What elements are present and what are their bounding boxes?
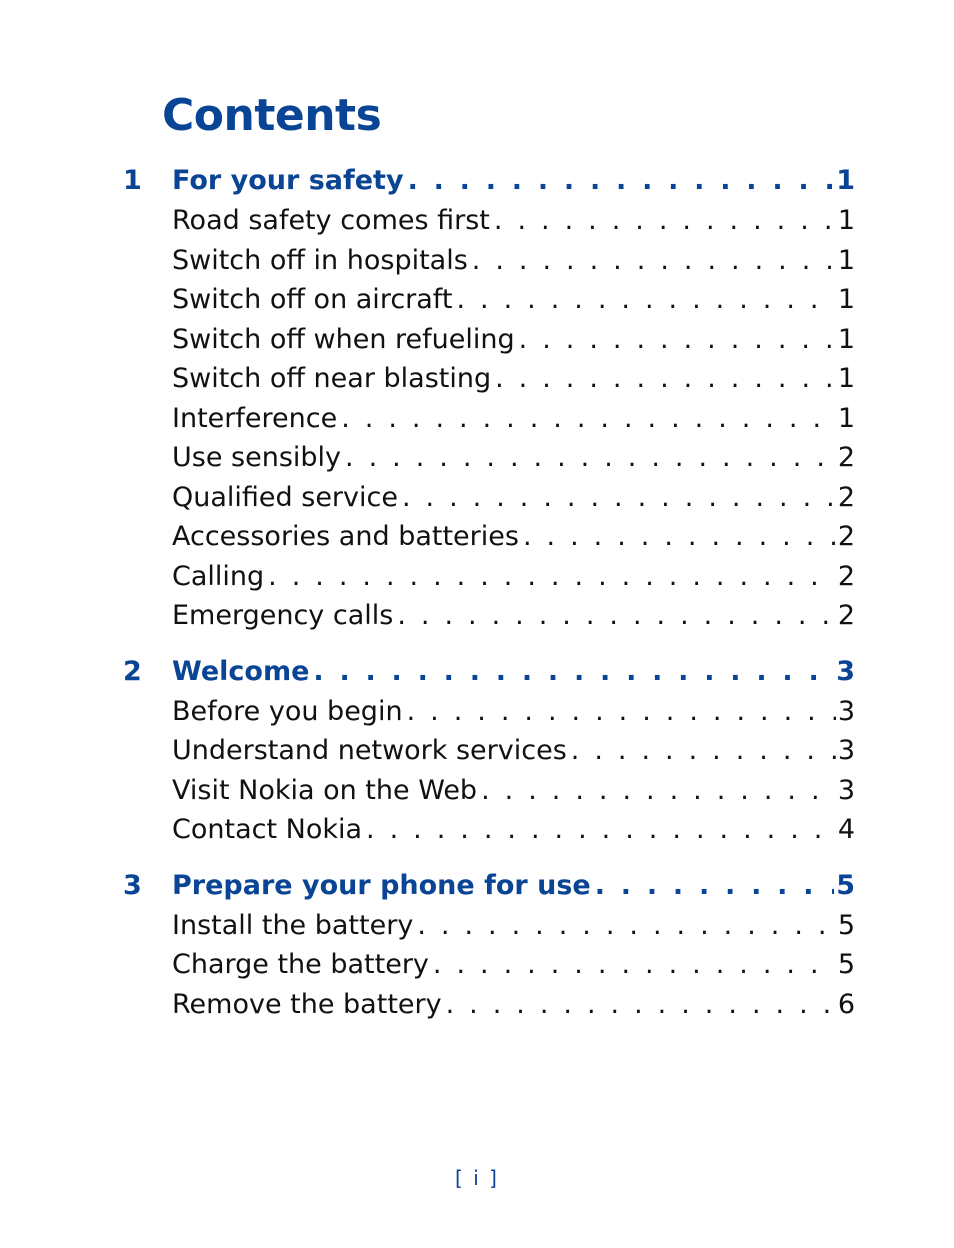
toc-entry[interactable] (0, 438, 954, 478)
chapter-line (172, 651, 855, 692)
chapter-line (172, 160, 855, 201)
toc-entry[interactable] (0, 692, 954, 732)
chapter-title: Welcome (172, 655, 310, 687)
chapter-title: For your safety (172, 165, 404, 196)
entry-line (172, 399, 855, 439)
entry-title: Interference (172, 402, 338, 434)
chapter-page-number: 1 (836, 165, 855, 196)
dot-leader (366, 810, 836, 850)
entry-title: Understand network services (172, 735, 567, 766)
toc-entry[interactable] (0, 478, 954, 518)
entry-page-number: 1 (837, 284, 855, 315)
dot-leader (481, 771, 836, 811)
dot-leader (494, 201, 836, 241)
dot-leader (523, 517, 836, 557)
entry-title: Accessories and batteries (172, 521, 519, 552)
entry-line (172, 557, 855, 597)
toc-entry[interactable] (0, 201, 954, 241)
entry-title: Switch off in hospitals (172, 244, 468, 276)
toc-entry[interactable] (0, 280, 954, 320)
dot-leader (456, 280, 835, 320)
toc-entry[interactable] (0, 517, 954, 557)
toc-entry[interactable] (0, 906, 954, 946)
page-number: [ i ] (455, 1166, 499, 1190)
entry-page-number: 3 (837, 735, 855, 766)
entry-page-number: 1 (837, 363, 855, 394)
entry-page-number: 1 (837, 244, 855, 276)
chapter-number: 1 (123, 165, 142, 196)
chapter-number: 3 (123, 869, 142, 901)
toc-chapter-entry[interactable] (0, 651, 954, 692)
dot-leader (446, 985, 836, 1025)
toc-entry[interactable] (0, 945, 954, 985)
entry-title: Switch off when refueling (172, 323, 515, 355)
entry-line (172, 692, 855, 732)
entry-title: Calling (172, 560, 265, 592)
entry-line (172, 985, 855, 1025)
entry-line (172, 201, 855, 241)
entry-page-number: 2 (837, 521, 855, 552)
dot-leader (341, 399, 836, 439)
entry-page-number: 2 (837, 442, 855, 473)
dot-leader (407, 692, 836, 732)
entry-page-number: 3 (837, 695, 855, 727)
entry-page-number: 3 (837, 774, 855, 806)
entry-line (172, 945, 855, 985)
toc-entry[interactable] (0, 557, 954, 597)
dot-leader (397, 596, 835, 636)
chapter-page-number: 5 (836, 869, 855, 901)
entry-line (172, 241, 855, 281)
toc-chapter-entry[interactable] (0, 865, 954, 906)
toc-entry[interactable] (0, 771, 954, 811)
dot-leader (433, 945, 836, 985)
entry-title: Use sensibly (172, 442, 342, 473)
entry-title: Switch off near blasting (172, 363, 492, 394)
entry-title: Install the battery (172, 909, 414, 941)
toc-chapter-entry[interactable] (0, 160, 954, 201)
toc-entry[interactable] (0, 596, 954, 636)
entry-title: Road safety comes first (172, 205, 490, 236)
entry-page-number: 1 (837, 402, 855, 434)
toc-entry[interactable] (0, 399, 954, 439)
entry-page-number: 5 (837, 909, 855, 941)
entry-title: Remove the battery (172, 988, 442, 1020)
toc-entry[interactable] (0, 810, 954, 850)
entry-line (172, 771, 855, 811)
entry-line (172, 320, 855, 360)
chapter-page-number: 3 (836, 655, 855, 687)
entry-line (172, 731, 855, 771)
toc-entry[interactable] (0, 731, 954, 771)
entry-title: Visit Nokia on the Web (172, 774, 478, 806)
chapter-number: 2 (123, 655, 142, 687)
page-title: Contents (162, 90, 382, 141)
chapter-line (172, 865, 855, 906)
dot-leader (345, 438, 836, 478)
toc-entry[interactable] (0, 241, 954, 281)
entry-line (172, 280, 855, 320)
dot-leader (519, 320, 836, 360)
toc-entry[interactable] (0, 320, 954, 360)
toc-section (0, 865, 954, 1025)
entry-page-number: 4 (837, 814, 855, 845)
toc-entry[interactable] (0, 359, 954, 399)
dot-leader (495, 359, 836, 399)
entry-page-number: 2 (837, 560, 855, 592)
entry-title: Emergency calls (172, 600, 394, 631)
dot-leader (408, 160, 835, 201)
entry-page-number: 1 (837, 323, 855, 355)
dot-leader (571, 731, 836, 771)
entry-title: Charge the battery (172, 949, 429, 980)
entry-line (172, 359, 855, 399)
entry-line (172, 810, 855, 850)
dot-leader (402, 478, 836, 518)
chapter-title: Prepare your phone for use (172, 869, 591, 901)
entry-line (172, 438, 855, 478)
entry-page-number: 6 (837, 988, 855, 1020)
entry-line (172, 906, 855, 946)
entry-page-number: 1 (837, 205, 855, 236)
dot-leader (595, 865, 834, 906)
table-of-contents (0, 160, 954, 1024)
entry-title: Before you begin (172, 695, 403, 727)
dot-leader (268, 557, 836, 597)
entry-page-number: 2 (837, 600, 855, 631)
dot-leader (313, 651, 834, 692)
dot-leader (417, 906, 836, 946)
toc-section (0, 160, 954, 636)
entry-line (172, 478, 855, 518)
entry-title: Contact Nokia (172, 814, 363, 845)
toc-entry[interactable] (0, 985, 954, 1025)
entry-line (172, 517, 855, 557)
entry-line (172, 596, 855, 636)
toc-section (0, 651, 954, 850)
entry-page-number: 5 (837, 949, 855, 980)
entry-title: Switch off on aircraft (172, 284, 453, 315)
entry-page-number: 2 (837, 481, 855, 513)
dot-leader (472, 241, 836, 281)
entry-title: Qualified service (172, 481, 398, 513)
